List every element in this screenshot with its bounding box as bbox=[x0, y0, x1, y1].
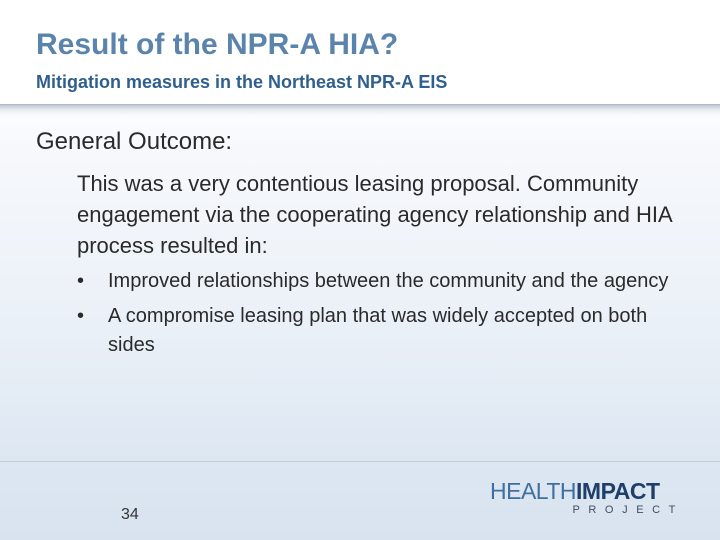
bullet-text: A compromise leasing plan that was widely accepted on both sides bbox=[108, 305, 648, 356]
bullet-text: Improved relationships between the community and the agency bbox=[108, 270, 669, 292]
header-divider bbox=[0, 104, 720, 116]
logo-project-text: PROJECT bbox=[572, 504, 684, 516]
bullet-marker: • bbox=[77, 305, 85, 327]
logo-impact-text: IMPACT bbox=[576, 478, 660, 504]
body-paragraph: This was a very contentious leasing proposal. Community engagement via the cooperating agency relationship and HIA process resulted in: bbox=[77, 171, 672, 258]
bullet-marker: • bbox=[77, 270, 85, 292]
slide-header bbox=[0, 0, 720, 106]
section-heading: General Outcome: bbox=[36, 128, 233, 155]
slide-subtitle: Mitigation measures in the Northeast NPR-A EIS bbox=[36, 72, 448, 92]
logo-health-text: HEALTH bbox=[490, 478, 577, 504]
bullet-list bbox=[77, 267, 697, 366]
bullet-item bbox=[77, 302, 697, 360]
health-impact-project-logo bbox=[490, 478, 686, 520]
page-number: 34 bbox=[121, 506, 139, 523]
slide-title: Result of the NPR-A HIA? bbox=[36, 28, 399, 61]
logo-wordmark bbox=[490, 478, 660, 504]
bullet-item bbox=[77, 267, 697, 296]
footer-divider bbox=[0, 461, 720, 462]
